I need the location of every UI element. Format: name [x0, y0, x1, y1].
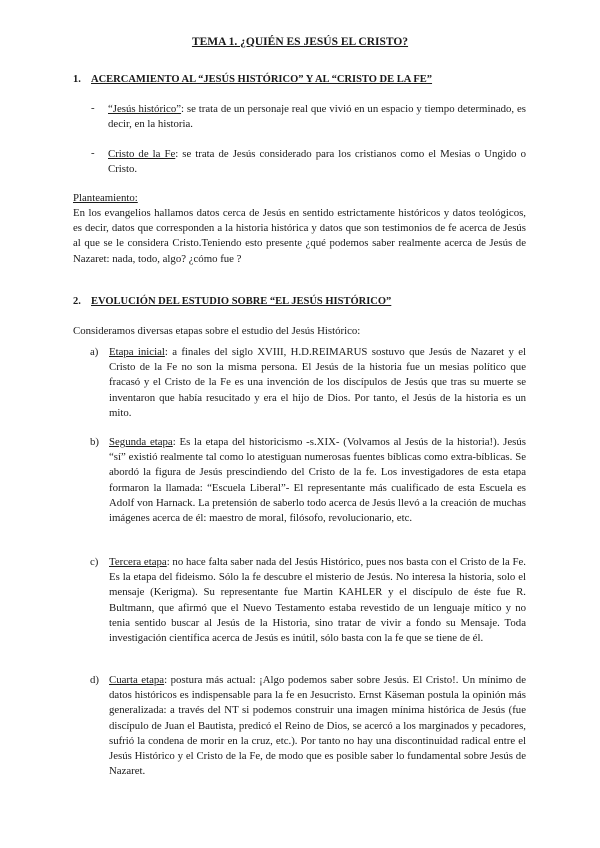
- section-2-heading: [73, 296, 392, 307]
- stage-item-b: [109, 435, 526, 526]
- stage-term: Cuarta etapa: [109, 674, 165, 686]
- stage-text: : postura más actual: ¡Algo podemos saber sobre Jesús. El Cristo!. Un mínimo de datos históricos es indispensable para la fe en Jesucristo. Ernst Käseman postula la opinión más generalizada: a través del NT si podemos construir una imagen mínima histórica de Jesús (fue discípulo de Juan el Bautista, predicó el Reino de Dios, se acercó a los marginados y pecadores, sufrió la condena de morir en la cruz, etc.). Por tanto no hay una discontinuidad radical entre el Jesús Histórico y el Cristo de la Fe, de modo que es posible saber lo fundamental sobre Jesús de Nazaret.: [109, 674, 526, 778]
- bullet-item-jesus-historico: [108, 102, 526, 132]
- bullet-text: : se trata de Jesús considerado para los cristianos como el Mesias o Ungido o Cristo.: [108, 148, 526, 176]
- stage-item-c: [109, 555, 526, 646]
- section-2-title: EVOLUCIÓN DEL ESTUDIO SOBRE “EL JESÚS HISTÓRICO”: [91, 296, 392, 307]
- planteamiento-label: Planteamiento:: [73, 192, 138, 204]
- bullet-term: “Jesús histórico”: [108, 103, 182, 115]
- stage-term: Segunda etapa: [109, 436, 173, 448]
- stage-term: Etapa inicial: [109, 346, 165, 358]
- stage-text: : no hace falta saber nada del Jesús Histórico, pues nos basta con el Cristo de la Fe. Es la etapa del fideismo. Sólo la fe descubre el misterio de Jesús. No interesa la historia, solo el mensaje (Kerigma). Su representante fue Martin KAHLER y el discípulo de éste fue R. Bultmann, que afirmó que el Nuevo Testamento estaba revestido de un lenguaje mítico y no tenia sentido buscar al Jesús de la Historia, sino tratar de vivir a fondo su Mensaje. Toda investigación científica acerca de Jesús es inútil, sólo basta con la fe que se tiene de él.: [109, 556, 526, 645]
- bullet-term: Cristo de la Fe: [108, 148, 176, 160]
- item-letter: b): [90, 436, 99, 448]
- item-letter: d): [90, 674, 99, 686]
- bullet-item-cristo-fe: [108, 147, 526, 177]
- planteamiento-text: En los evangelios hallamos datos cerca de Jesús en sentido estrictamente históricos y datos teológicos, es decir, datos que corresponden a la historia histórica y datos que son testimonios de fe acerca de Jesús al que se le considera Cristo.Teniendo esto presente ¿qué podemos saber realmente acerca de Jesús de Nazaret: nada, todo, algo? ¿cómo fue ?: [73, 207, 526, 265]
- section-1-number: 1.: [73, 74, 81, 85]
- section-1-title: ACERCAMIENTO AL “JESÚS HISTÓRICO” Y AL “CRISTO DE LA FE”: [91, 74, 433, 85]
- section-1-heading: [73, 74, 433, 85]
- stage-item-a: [109, 345, 526, 421]
- stage-text: : Es la etapa del historicismo -s.XIX- (Volvamos al Jesús de la historia!). Jesús “sí” existió realmente tal como lo atestiguan numerosas fuentes bíblicas como extra-bíblicas. Se abordó la figura de Jesús prescindiendo del Cristo de la fe. Los investigadores de esta etapa formaron la llamada: “Escuela Liberal”- El representante más cualificado de esta Escuela es Adolf von Harnack. La pretensión de saberlo todo acerca de Jesús llevó a la creación de muchas imágenes acerca de él: maestro de moral, filósofo, revolucionario, etc.: [109, 436, 526, 525]
- item-letter: c): [90, 556, 99, 568]
- item-letter: a): [90, 346, 99, 358]
- bullet-text: : se trata de un personaje real que vivió en un espacio y tiempo determinado, es decir, en la historia.: [108, 103, 526, 131]
- document-title: TEMA 1. ¿QUIÉN ES JESÚS EL CRISTO?: [191, 36, 409, 48]
- section-2-number: 2.: [73, 296, 81, 307]
- stage-text: : a finales del siglo XVIII, H.D.REIMARUS sostuvo que Jesús de Nazaret y el Cristo de la Fe no son la misma persona. El Jesús de la historia fue un mesias político que fracasó y el Cristo de la Fe es una invención de los discípulos de Jesús que tras su muerte se inventaron que había resucitado y era el hijo de Dios. Por tanto, el Jesús de la historia es un mito.: [109, 346, 526, 419]
- bullet-marker: -: [91, 147, 95, 159]
- stage-term: Tercera etapa: [109, 556, 167, 568]
- bullet-marker: -: [91, 102, 95, 114]
- section-2-intro: Consideramos diversas etapas sobre el estudio del Jesús Histórico:: [73, 325, 361, 337]
- stage-item-d: [109, 673, 526, 779]
